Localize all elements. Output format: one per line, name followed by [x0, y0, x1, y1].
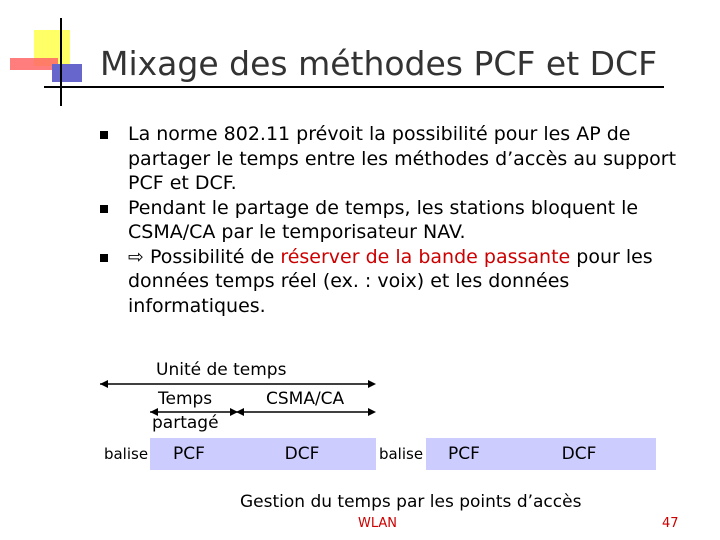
segment-dcf: DCF	[228, 438, 376, 470]
footer-label: WLAN	[358, 516, 398, 531]
bullet-text-start: Possibilité de	[149, 245, 281, 268]
segment-balise: balise	[376, 438, 426, 470]
time-unit-label: Unité de temps	[156, 360, 287, 380]
bullet-text-end: pour les données temps réel (ex. : voix) et les données informatiques.	[128, 245, 653, 317]
segment-pcf: PCF	[150, 438, 228, 470]
shared-time-label-bottom: partagé	[152, 413, 219, 433]
page-number: 47	[662, 516, 679, 531]
bullet-highlight: réserver de la bande passante	[280, 245, 571, 268]
right-arrow-icon: ⇨	[128, 245, 144, 268]
segment-balise: balise	[102, 438, 150, 470]
shared-time-label-top: Temps	[158, 389, 213, 409]
segment-pcf: PCF	[426, 438, 502, 470]
segment-dcf: DCF	[502, 438, 656, 470]
bullet-text: Pendant le partage de temps, les stations bloquent le CSMA/CA par le temporisateur NAV.	[128, 196, 639, 243]
csma-label: CSMA/CA	[266, 389, 345, 409]
bullet-text: La norme 802.11 prévoit la possibilité pour les AP de partager le temps entre les méthodes d’accès au support PCF et DCF.	[128, 123, 677, 194]
slide-title: Mixage des méthodes PCF et DCF	[100, 44, 658, 83]
diagram-caption: Gestion du temps par les points d’accès	[240, 492, 582, 512]
